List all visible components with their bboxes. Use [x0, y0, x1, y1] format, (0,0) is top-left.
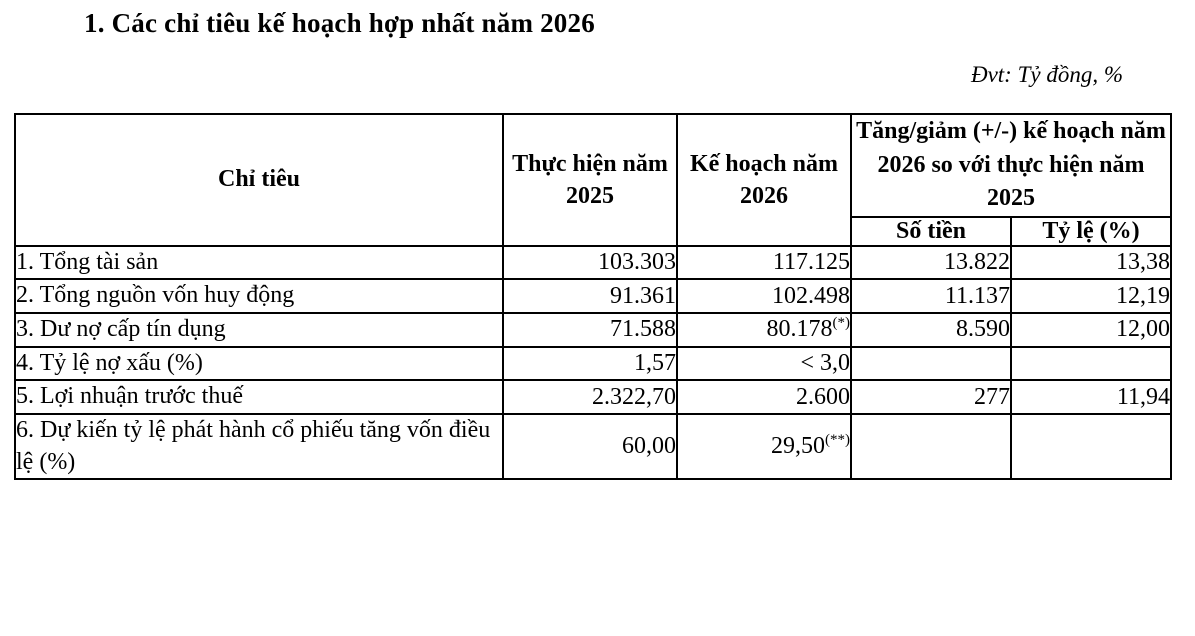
- table-row: [15, 347, 1171, 381]
- row-label: 1. Tổng tài sản: [15, 246, 503, 280]
- row-change-amount: [851, 414, 1011, 479]
- row-label: 3. Dư nợ cấp tín dụng: [15, 313, 503, 347]
- header-row-main: [15, 114, 1171, 217]
- row-change-rate: 12,19: [1011, 279, 1171, 313]
- header-plan-2026: Kế hoạch năm 2026: [677, 114, 851, 246]
- row-change-amount: [851, 347, 1011, 381]
- row-plan-value: 29,50: [771, 433, 825, 460]
- row-plan-value: 102.498: [772, 282, 850, 309]
- kpi-table: [14, 113, 1172, 480]
- row-plan-2026: [677, 279, 851, 313]
- table-row: [15, 380, 1171, 414]
- unit-note: Đvt: Tỷ đồng, %: [970, 62, 1123, 87]
- kpi-table-container: [14, 113, 1172, 480]
- row-actual-2025: 1,57: [503, 347, 677, 381]
- table-row: [15, 313, 1171, 347]
- row-actual-2025: 60,00: [503, 414, 677, 479]
- row-change-rate: 11,94: [1011, 380, 1171, 414]
- row-label: 5. Lợi nhuận trước thuế: [15, 380, 503, 414]
- row-change-amount: 13.822: [851, 246, 1011, 280]
- row-plan-2026: [677, 347, 851, 381]
- row-change-rate: 13,38: [1011, 246, 1171, 280]
- row-actual-2025: 103.303: [503, 246, 677, 280]
- table-row: [15, 246, 1171, 280]
- row-label: 2. Tổng nguồn vốn huy động: [15, 279, 503, 313]
- header-actual-2025: Thực hiện năm 2025: [503, 114, 677, 246]
- row-change-amount: 11.137: [851, 279, 1011, 313]
- row-actual-2025: 2.322,70: [503, 380, 677, 414]
- row-actual-2025: 91.361: [503, 279, 677, 313]
- row-plan-value: 80.178: [766, 316, 833, 343]
- row-plan-value: < 3,0: [800, 350, 850, 377]
- row-change-rate: [1011, 347, 1171, 381]
- table-header: [15, 114, 1171, 246]
- header-change-rate: Tỷ lệ (%): [1011, 217, 1171, 246]
- table-row: [15, 414, 1171, 479]
- header-change-amount: Số tiền: [851, 217, 1011, 246]
- header-change-group: Tăng/giảm (+/-) kế hoạch năm 2026 so với thực hiện năm 2025: [851, 114, 1171, 217]
- row-actual-2025: 71.588: [503, 313, 677, 347]
- header-indicator: Chỉ tiêu: [15, 114, 503, 246]
- row-plan-2026: [677, 414, 851, 479]
- page-title: 1. Các chỉ tiêu kế hoạch hợp nhất năm 2026: [84, 8, 595, 38]
- row-plan-note: (**): [825, 432, 850, 449]
- row-plan-2026: [677, 246, 851, 280]
- row-change-amount: 8.590: [851, 313, 1011, 347]
- row-change-amount: 277: [851, 380, 1011, 414]
- row-plan-value: 117.125: [772, 249, 850, 276]
- table-row: [15, 279, 1171, 313]
- table-body: [15, 246, 1171, 480]
- row-label: 4. Tỷ lệ nợ xấu (%): [15, 347, 503, 381]
- row-plan-2026: [677, 313, 851, 347]
- row-plan-2026: [677, 380, 851, 414]
- row-plan-value: 2.600: [796, 383, 850, 410]
- row-change-rate: [1011, 414, 1171, 479]
- row-plan-note: (*): [832, 315, 850, 332]
- row-change-rate: 12,00: [1011, 313, 1171, 347]
- row-label: 6. Dự kiến tỷ lệ phát hành cổ phiếu tăng vốn điều lệ (%): [15, 414, 503, 479]
